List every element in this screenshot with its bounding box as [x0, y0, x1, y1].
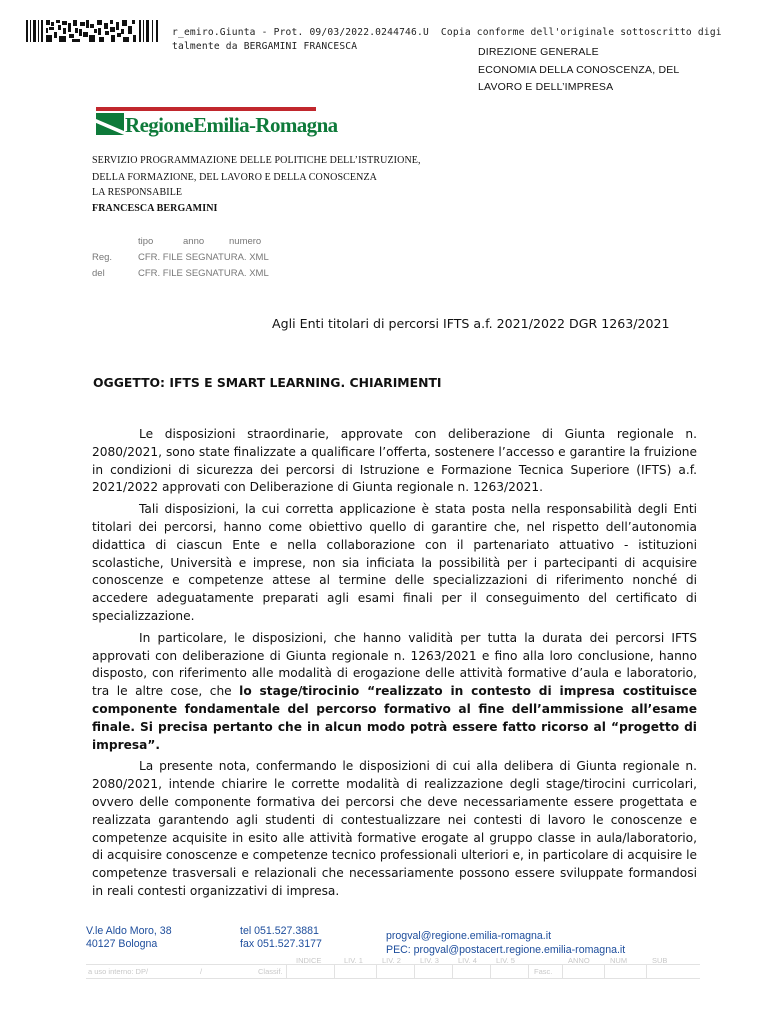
directorate-line: LAVORO E DELL’IMPRESA — [478, 81, 614, 93]
classification-label: LIV. 4 — [458, 956, 477, 965]
protocol-stamp-line: talmente da BERGAMINI FRANCESCA — [172, 41, 358, 52]
classification-label: a uso interno: DP/ — [88, 967, 149, 976]
logo-red-rule — [96, 107, 316, 111]
region-logo-icon — [96, 113, 124, 135]
service-line: SERVIZIO PROGRAMMAZIONE DELLE POLITICHE DELL’ISTRUZIONE, — [92, 155, 421, 166]
classification-label: LIV. 5 — [496, 956, 515, 965]
footer-pec: PEC: progval@postacert.regione.emilia-romagna.it — [386, 944, 626, 956]
footer-address: 40127 Bologna — [86, 938, 158, 950]
classification-label: LIV. 1 — [344, 956, 363, 965]
addressee-line: Agli Enti titolari di percorsi IFTS a.f. 2021/2022 DGR 1263/2021 — [272, 316, 670, 331]
ref-column-anno: anno — [183, 236, 205, 247]
body-paragraph — [92, 630, 697, 755]
body-paragraph: Le disposizioni straordinarie, approvate con deliberazione di Giunta regionale n. 2080/2021, sono state finalizzate a qualificare l’offerta, sostenere l’accesso e garantire la fruizione in condizioni di sicurezza dei percorsi di Istruzione e Formazione Tecnica Superiore (IFTS) a.f. 2021/2022 approvati con Deliberazione di Giunta regionale n. 1263/2021. — [92, 427, 697, 495]
protocol-stamp-line: r_emiro.Giunta - Prot. 09/03/2022.0244746.U Copia conforme dell'originale sottoscritto digi — [172, 27, 722, 38]
ref-column-tipo: tipo — [138, 236, 154, 247]
letter-body — [92, 426, 697, 905]
ref-reg-label: Reg. — [92, 252, 113, 263]
subject-line: OGGETTO: IFTS E SMART LEARNING. CHIARIMENTI — [93, 375, 442, 390]
classification-label: LIV. 2 — [382, 956, 401, 965]
footer-tel: tel 051.527.3881 — [240, 925, 319, 937]
body-paragraph: La presente nota, confermando le disposizioni di cui alla delibera di Giunta regionale n. 2080/2021, intende chiarire le corrette modalità di realizzazione degli stage/tirocini curricolari, ovvero delle componente formativa dei percorsi che deve necessariamente essere progettata e realizzata garantendo agli studenti di contestualizzare nei contesti di lavoro le conoscenze e competenze acquisite in esito alle attività formative erogate al gruppo classe in aula/laboratorio, di acquisire conoscenze e competenze tecnico professionali ulteriori e, in particolare di acquisire le competenze trasversali e relazionali che necessariamente possono essere sviluppate formandosi in reali contesti organizzativi di impresa. — [92, 759, 697, 898]
ref-column-numero: numero — [229, 236, 262, 247]
region-logo-text: RegioneEmilia-Romagna — [125, 113, 338, 137]
classification-label: NUM — [610, 956, 628, 965]
classification-label: LIV. 3 — [420, 956, 439, 965]
body-bold-text: lo stage/tirocinio “realizzato in contesto di impresa costituisce componente fondamentale del percorso formativo al fine dell’ammissione all’esame finale. Si precisa pertanto che in alcun modo potrà essere fatto ricorso al “progetto di impresa”. — [92, 684, 697, 752]
body-paragraph: Tali disposizioni, la cui corretta applicazione è stata posta nella responsabilità degli Enti titolari dei percorsi, hanno come obiettivo quello di garantire che, nel rispetto dell’autonomia didattica di ciascun Ente e nella collaborazione con il partenariato attuativo - istituzioni scolastiche, Università e imprese, non sia inficiata la possibilità per i partecipanti di acquisire conoscenze e competenze attese al termine delle specializzazioni di riferimento nonché di accedere adeguatamente preparati agli esami finali per il conseguimento del certificato di specializzazione. — [92, 502, 697, 623]
responsible-name: FRANCESCA BERGAMINI — [92, 203, 218, 214]
directorate-line: DIREZIONE GENERALE — [478, 46, 599, 58]
responsible-title: LA RESPONSABILE — [92, 187, 183, 198]
classification-label: Fasc. — [534, 967, 553, 976]
classification-label: ANNO — [568, 956, 590, 965]
classification-label: SUB — [652, 956, 668, 965]
ref-del-value: CFR. FILE SEGNATURA. XML — [138, 268, 269, 279]
classification-label: INDICE — [296, 956, 322, 965]
ref-del-label: del — [92, 268, 105, 279]
classification-label: Classif. — [258, 967, 283, 976]
body-text: In particolare, le disposizioni, che hanno validità per tutta la durata dei percorsi IFTS approvati con deliberazione di Giunta regionale n. 1263/2021 e fino alla loro conclusione, hanno disposto, con riferimento alle modalità di erogazione delle attività formative d’aula e laboratorio, tra le altre cose, che — [92, 630, 697, 699]
classification-bar — [86, 956, 700, 980]
footer-address: V.le Aldo Moro, 38 — [86, 925, 172, 937]
service-line: DELLA FORMAZIONE, DEL LAVORO E DELLA CONOSCENZA — [92, 172, 377, 183]
classification-label: / — [200, 967, 203, 976]
ref-reg-value: CFR. FILE SEGNATURA. XML — [138, 252, 269, 263]
footer-email: progval@regione.emilia-romagna.it — [386, 930, 552, 942]
footer-fax: fax 051.527.3177 — [240, 938, 322, 950]
directorate-line: ECONOMIA DELLA CONOSCENZA, DEL — [478, 64, 680, 76]
barcode-image — [26, 20, 160, 42]
